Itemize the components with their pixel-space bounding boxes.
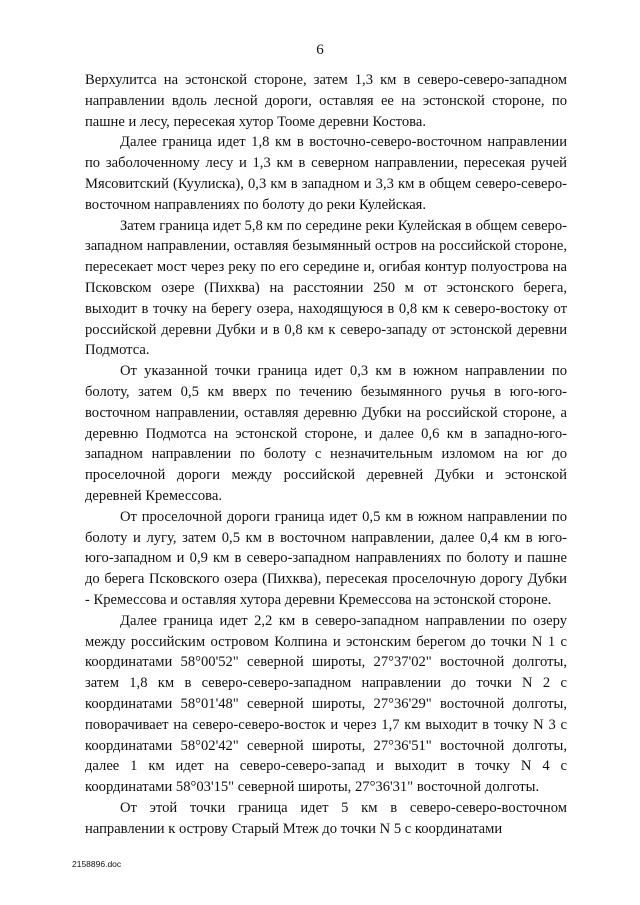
page-number: 6 xyxy=(316,42,324,58)
paragraph-2: Далее граница идет 1,8 км в восточно-северо-восточном направлении по заболоченному лесу и 1,3 км в северном направлении, пересекая ручей Мясовитский (Куулиска), 0,3 км в западном и 3,3 км в общем северо-северо-восточном направлениях по болоту до реки Кулейская. xyxy=(85,134,567,213)
document-body xyxy=(85,70,567,839)
paragraph-1: Верхулитса на эстонской стороне, затем 1,3 км в северо-северо-западном направлении вдоль лесной дороги, оставляя ее на эстонской стороне, по пашне и лесу, пересекая хутор Тооме деревни Костова. xyxy=(85,72,567,130)
paragraph-7: От этой точки граница идет 5 км в северо-северо-восточном направлении к острову Старый Мтеж до точки N 5 с координатами xyxy=(85,799,567,837)
paragraph-5: От проселочной дороги граница идет 0,5 км в южном направлении по болоту и лугу, затем 0,5 км в восточном направлении, далее 0,4 км в юго-юго-западном и 0,9 км в северо-западном направлениях по болоту и пашне до берега Псковского озера (Пихква), пересекая проселочную дорогу Дубки - Кремессова и оставляя хутора деревни Кремессова на эстонской стороне. xyxy=(85,508,567,608)
paragraph-3: Затем граница идет 5,8 км по середине реки Кулейская в общем северо-западном направлении, оставляя безымянный остров на российской стороне, пересекает мост через реку по его середине и, огибая контур полуострова на Псковском озере (Пихква) на расстоянии 250 м от эстонского берега, выходит в точку на берегу озера, находящуюся в 0,8 км к северо-востоку от российской деревни Дубки и в 0,8 км к северо-западу от эстонской деревни Подмотса. xyxy=(85,217,567,359)
paragraph-6: Далее граница идет 2,2 км в северо-западном направлении по озеру между российским островом Колпина и эстонским берегом до точки N 1 с координатами 58°00'52" северной широты, 27°37'02" восточной долготы, затем 1,8 км в северо-северо-западном направлении до точки N 2 с координатами 58°01'48" северной широты, 27°36'29" восточной долготы, поворачивает на северо-северо-восток и через 1,7 км выходит в точку N 3 с координатами 58°02'42" северной широты, 27°36'51" восточной долготы, далее 1 км идет на северо-северо-запад и выходит в точку N 4 с координатами 58°03'15" северной широты, 27°36'31" восточной долготы. xyxy=(85,612,567,796)
footer-file-reference: 2158896.doc xyxy=(72,859,122,869)
paragraph-4: От указанной точки граница идет 0,3 км в южном направлении по болоту, затем 0,5 км вверх по течению безымянного ручья в юго-юго-восточном направлении, оставляя деревню Дубки на российской стороне, а деревню Подмотса на эстонской стороне, и далее 0,6 км в западно-юго-западном направлении по болоту с незначительным изломом на юг до проселочной дороги между российской деревней Дубки и эстонской деревней Кремессова. xyxy=(85,363,567,504)
